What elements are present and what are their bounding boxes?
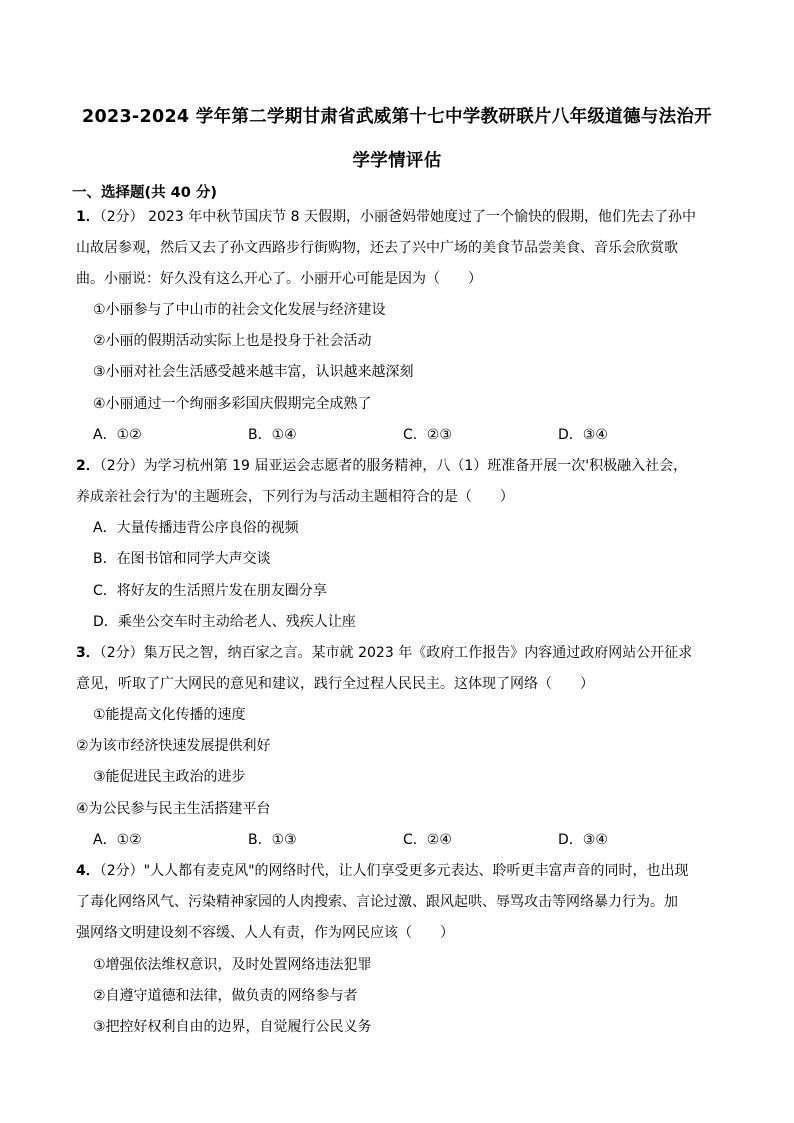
question-3-item-2: ②为该市经济快速发展提供利好 bbox=[76, 738, 271, 754]
question-2-line-2: 养成亲社会行为'的主题班会，下列行为与活动主题相符合的是（ ） bbox=[76, 489, 514, 505]
exam-title-line2: 学学情评估 bbox=[352, 151, 442, 171]
question-2-option-b: B．在图书馆和同学大声交谈 bbox=[93, 551, 271, 567]
question-number: 1． bbox=[76, 209, 100, 225]
option-b: B．①④ bbox=[248, 427, 297, 443]
question-1-item-2: ②小丽的假期活动实际上也是投身于社会活动 bbox=[93, 333, 372, 349]
question-text: 集万民之智，纳百家之言。某市就 2023 年《政府工作报告》内容通过政府网站公开征求 bbox=[143, 645, 693, 661]
option-a: A．①② bbox=[93, 427, 142, 443]
question-number: 2． bbox=[76, 458, 100, 474]
question-3-line-2: 意见，听取了广大网民的意见和建议，践行全过程人民民主。这体现了网络（ ） bbox=[76, 676, 594, 692]
question-4-item-1: ①增强依法维权意识，及时处置网络违法犯罪 bbox=[93, 957, 372, 973]
option-b: B．①③ bbox=[248, 832, 297, 848]
question-1-line-3: 曲。小丽说：好久没有这么开心了。小丽开心可能是因为（ ） bbox=[76, 271, 482, 287]
question-number: 3． bbox=[76, 645, 100, 661]
question-1-item-1: ①小丽参与了中山市的社会文化发展与经济建设 bbox=[93, 302, 386, 318]
question-2-line-1 bbox=[76, 456, 687, 476]
question-4-line-1 bbox=[76, 861, 689, 881]
question-number: 4． bbox=[76, 863, 100, 879]
question-3-item-3: ③能促进民主政治的进步 bbox=[93, 769, 246, 785]
question-4-item-2: ②自遵守道德和法律，做负责的网络参与者 bbox=[93, 988, 358, 1004]
question-3-item-4: ④为公民参与民主生活搭建平台 bbox=[76, 801, 271, 817]
option-c: C．②③ bbox=[403, 427, 452, 443]
question-4-item-3: ③把控好权利自由的边界，自觉履行公民义务 bbox=[93, 1019, 372, 1035]
question-1-line-1 bbox=[76, 207, 696, 227]
question-1-line-2: 山故居参观，然后又去了孙文西路步行街购物，还去了兴中广场的美食节品尝美食、音乐会欣赏歌 bbox=[76, 240, 678, 256]
option-d: D．③④ bbox=[558, 427, 608, 443]
question-text: 为学习杭州第 19 届亚运会志愿者的服务精神，八（1）班准备开展一次'积极融入社会， bbox=[143, 458, 688, 474]
question-text: "人人都有麦克风"的网络时代，让人们享受更多元表达、聆听更丰富声音的同时，也出现 bbox=[143, 863, 689, 879]
exam-title-line1: 2023-2024 学年第二学期甘肃省武威第十七中学教研联片八年级道德与法治开 bbox=[82, 107, 712, 127]
question-2-option-d: D．乘坐公交车时主动给老人、残疾人让座 bbox=[93, 614, 356, 630]
question-2-option-c: C．将好友的生活照片发在朋友圈分享 bbox=[93, 583, 327, 599]
question-text: 2023 年中秋节国庆节 8 天假期，小丽爸妈带她度过了一个愉快的假期，他们先去了孙中 bbox=[143, 209, 697, 225]
question-3-item-1: ①能提高文化传播的速度 bbox=[93, 707, 246, 723]
question-score: （2分） bbox=[99, 458, 144, 474]
question-1-item-3: ③小丽对社会生活感受越来越丰富，认识越来越深刻 bbox=[93, 364, 414, 380]
question-score: （2分） bbox=[99, 863, 144, 879]
question-2-option-a: A．大量传播违背公序良俗的视频 bbox=[93, 520, 299, 536]
question-3-line-1 bbox=[76, 643, 692, 663]
option-c: C．②④ bbox=[403, 832, 452, 848]
question-4-line-3: 强网络文明建设刻不容缓、人人有责，作为网民应该（ ） bbox=[76, 925, 454, 941]
section-heading: 一、选择题(共 40 分) bbox=[72, 185, 218, 201]
question-score: （2分） bbox=[99, 645, 144, 661]
question-score: （2分） bbox=[99, 209, 144, 225]
question-1-item-4: ④小丽通过一个绚丽多彩国庆假期完全成熟了 bbox=[93, 396, 372, 412]
option-a: A．①② bbox=[93, 832, 142, 848]
option-d: D．③④ bbox=[558, 832, 608, 848]
question-4-line-2: 了毒化网络风气、污染精神家园的人肉搜索、言论过激、跟风起哄、辱骂攻击等网络暴力行为。加 bbox=[76, 894, 678, 910]
